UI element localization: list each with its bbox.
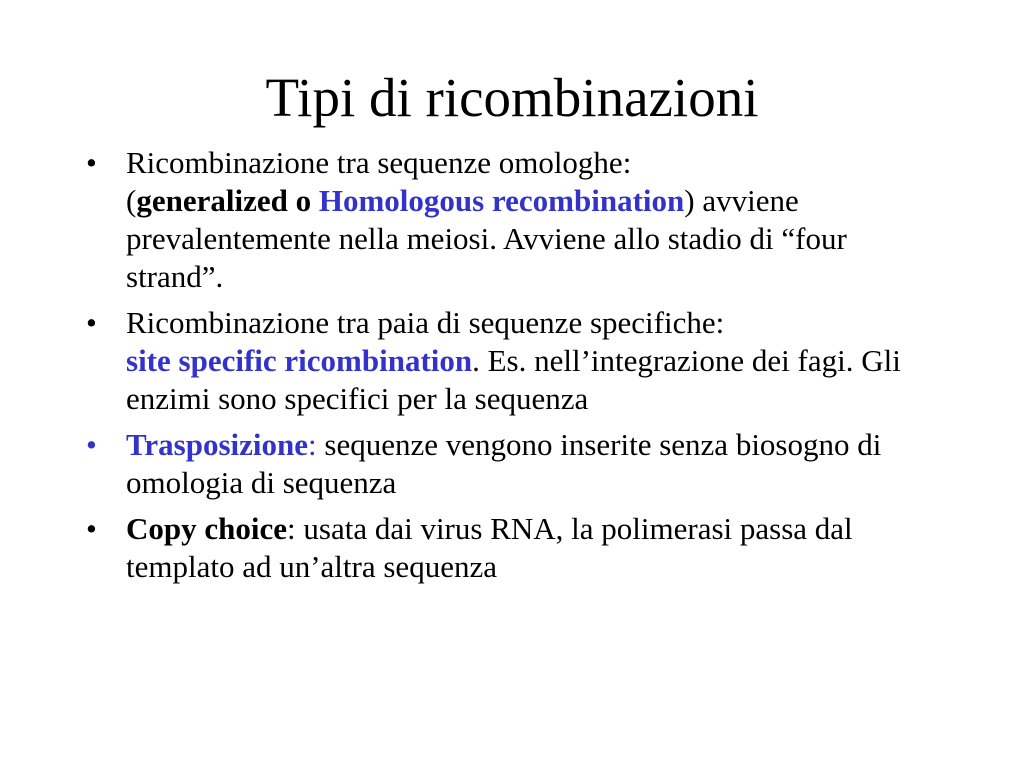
bullet-marker: • (86, 145, 97, 180)
term-site-specific: site specific ricombination (126, 343, 473, 378)
bullet-marker: • (86, 305, 97, 340)
bullet-rest: : usata dai virus RNA, la polimerasi passa dal templato ad un’altra sequenza (126, 511, 853, 584)
bullet-list (86, 144, 946, 594)
paren-close: ) (684, 183, 695, 218)
bullet-homologous (86, 144, 946, 296)
slide-title: Tipi di ricombinazioni (265, 67, 759, 128)
term-colon: : (308, 427, 317, 462)
term-generalized: generalized o (136, 183, 312, 218)
bullet-text (126, 305, 901, 416)
bullet-marker: • (86, 427, 97, 462)
bullet-rest: avviene prevalentemente nella meiosi. Avviene allo stadio di “four strand”. (126, 183, 847, 294)
bullet-intro: Ricombinazione tra paia di sequenze specifiche: (126, 305, 725, 340)
bullet-intro: Ricombinazione tra sequenze omologhe: (126, 145, 632, 180)
paren-open: ( (126, 183, 137, 218)
bullet-text (126, 511, 853, 584)
bullet-rest: . Es. nell’integrazione dei fagi. Gli enzimi sono specifici per la sequenza (126, 343, 901, 416)
bullet-rest: sequenze vengono inserite senza biosogno di omologia di sequenza (126, 427, 882, 500)
bullet-site-specific (86, 304, 946, 418)
bullet-text (126, 427, 881, 500)
bullet-copy-choice (86, 510, 946, 586)
bullet-transposition (86, 426, 946, 502)
bullet-text (126, 145, 847, 294)
term-copy-choice: Copy choice (126, 511, 288, 546)
term-homologous-recombination: Homologous recombination (318, 183, 685, 218)
bullet-marker: • (86, 511, 97, 546)
term-trasposizione: Trasposizione (126, 427, 308, 462)
